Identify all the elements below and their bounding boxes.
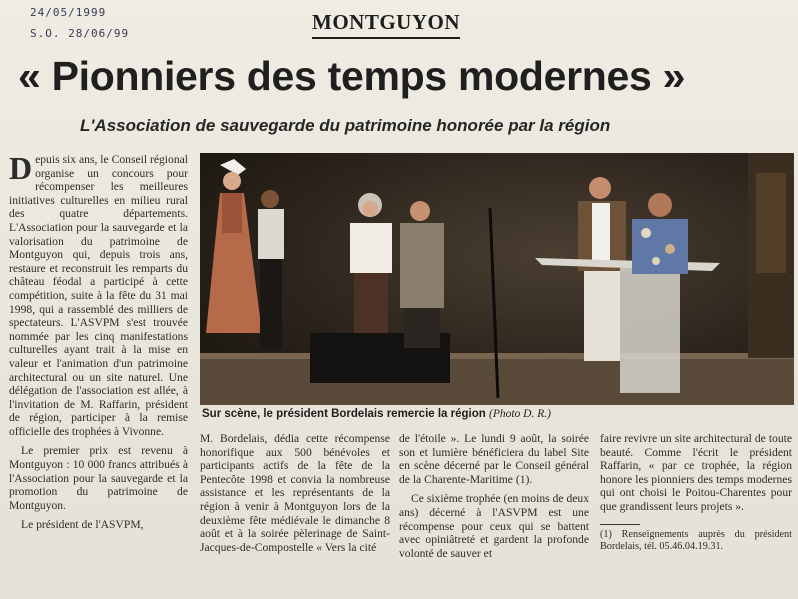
paragraph: de l'étoile ». Le lundi 9 août, la soirée son et lumière bénéficiera du label Site en scène décerné par le Conseil général de la Charente-Maritime (1). xyxy=(399,432,589,486)
section-kicker: MONTGUYON xyxy=(312,10,460,39)
article-column-3 xyxy=(399,432,589,560)
speaker-president-figure xyxy=(578,177,626,361)
suited-man-figure xyxy=(400,201,444,348)
man-white-shirt-figure xyxy=(258,190,284,349)
article-column-1 xyxy=(9,150,188,532)
paragraph xyxy=(9,150,188,438)
stage-scene-illustration xyxy=(200,153,794,405)
paragraph: faire revivre un site architectural de toute beauté. Comme l'écrit le président Raffarin, « par ce trophée, la région honore les pionniers des temps modernes qui ont choisi le Poitou-Charentes pour que grandissent leurs projets ». xyxy=(600,432,792,513)
article-column-2 xyxy=(200,432,390,554)
caption-text: Sur scène, le président Bordelais remercie la région xyxy=(202,408,486,420)
paragraph: M. Bordelais, dédia cette récompense honorifique aux 500 bénévoles et participants actifs de la fête de la Pentecôte 1998 et convia la nombreuse assistance et les représentants de la région à venir à Montguyon lors de la deuxième fête médiévale le dimanche 8 août et à la soirée pèlerinage de Saint-Jacques-de-Compostelle « Vers la cité xyxy=(200,432,390,554)
photo-caption xyxy=(202,408,794,420)
subheadline: L'Association de sauvegarde du patrimoine honorée par la région xyxy=(80,116,611,135)
drop-cap: D xyxy=(9,150,33,186)
stage-photo xyxy=(200,153,794,405)
footnote: (1) Renseignements auprès du président Bordelais, tél. 05.46.04.19.31. xyxy=(600,528,792,552)
headline: « Pionniers des temps modernes » xyxy=(18,53,686,99)
handwritten-date: 24/05/1999 xyxy=(30,6,107,19)
paragraph: Ce sixième trophée (en moins de deux ans) décerné à l'ASVPM est une récompense pour ceux qui se battent avec opiniâtreté et gardent la profonde volonté de sauver et xyxy=(399,492,589,560)
handwritten-source: S.O. 28/06/99 xyxy=(30,27,130,40)
photo-credit: (Photo D. R.) xyxy=(489,408,551,420)
paragraph: Le président de l'ASVPM, xyxy=(21,518,144,532)
costumed-woman-figure xyxy=(206,159,262,333)
paragraph: Le premier prix est revenu à Montguyon : 10 000 francs attribués à l'Association pour la sauvegarde et la promotion du patrimoine de Montguyon. xyxy=(9,444,188,512)
footnote-rule xyxy=(600,524,640,525)
paragraph-text: epuis six ans, le Conseil régional organise un concours pour récompenser les meilleures initiatives culturelles en milieu rural des quatre départements. L'Association pour la sauvegarde et la valorisation du patrimoine de Montguyon qui, depuis trois ans, restaure et reconstruit les remparts du château féodal a participé à cette compétition, suite à la fête du 31 mai 1998, qui a rassemblé des milliers de spectateurs. L'ASVPM s'est trouvée nommée par les cinq manifestations culturelles ayant trait à la mise en valeur et l'animation d'un patrimoine architectural ou un site naturel. Une délégation de l'association est allée, à l'invitation de M. Raffarin, président de région, participer à la remise officielle des trophées à Vivonne. xyxy=(9,153,188,438)
article-column-4 xyxy=(600,432,792,553)
grey-haired-woman-figure xyxy=(350,193,392,333)
floral-shirt-man-figure xyxy=(632,193,688,274)
